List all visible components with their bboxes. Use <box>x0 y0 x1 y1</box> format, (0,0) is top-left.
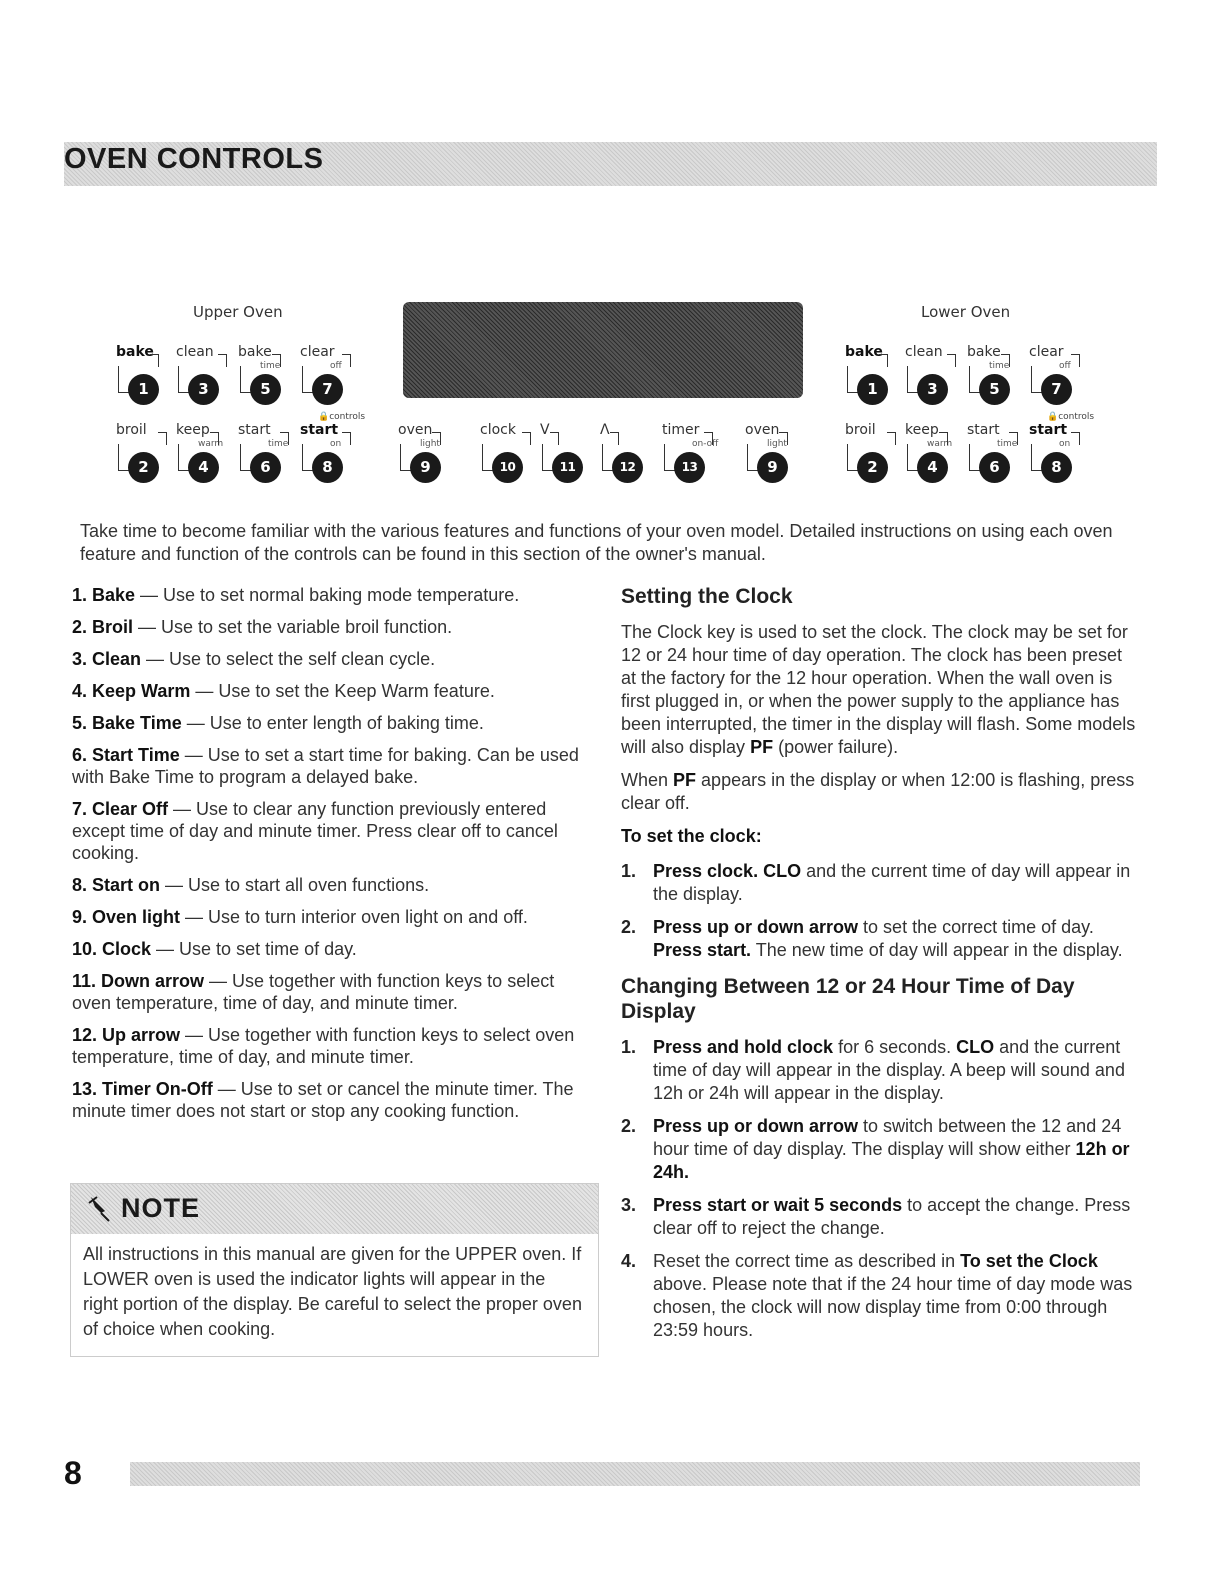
key-bracket <box>342 432 351 445</box>
key-label: Λ <box>600 422 610 438</box>
upper-oven-label: Upper Oven <box>193 303 283 321</box>
key-number-badge: 6 <box>979 452 1010 483</box>
key-bracket <box>210 432 219 445</box>
key-number-badge: 13 <box>674 452 705 483</box>
footer-bar <box>130 1462 1140 1486</box>
key-lower-clear-7[interactable] <box>1029 344 1089 404</box>
feature-item: 4. Keep Warm — Use to set the Keep Warm feature. <box>72 681 495 701</box>
key-bracket <box>1071 354 1080 367</box>
key-sublabel: on <box>330 439 342 449</box>
feature-item: 2. Broil — Use to set the variable broil function. <box>72 617 453 637</box>
key-label: bake <box>967 344 1001 360</box>
key-sublabel: time <box>268 439 289 449</box>
clock-heading: Setting the Clock <box>621 585 793 608</box>
feature-item: 9. Oven light — Use to turn interior oven light on and off. <box>72 907 528 927</box>
step-item: 2. Press up or down arrow to set the correct time of day. Press start. The new time of day will appear in the display. <box>621 917 1123 960</box>
key-sublabel: off <box>330 361 342 371</box>
key-center-5-9[interactable] <box>745 422 805 482</box>
key-number-badge: 9 <box>410 452 441 483</box>
key-label: clean <box>905 344 943 360</box>
key-sublabel: on-off <box>692 439 719 449</box>
key-bracket <box>1001 354 1010 367</box>
controls-lock-label: 🔒controls <box>318 412 366 422</box>
key-bracket <box>879 354 888 367</box>
key-label: clear <box>300 344 335 360</box>
key-sublabel: warm <box>198 439 224 449</box>
key-number-badge: 8 <box>312 452 343 483</box>
feature-item: 5. Bake Time — Use to enter length of baking time. <box>72 713 484 733</box>
key-label: keep <box>176 422 210 438</box>
key-number-badge: 6 <box>250 452 281 483</box>
key-bracket <box>432 432 441 445</box>
key-sublabel: on <box>1059 439 1071 449</box>
page-title: OVEN CONTROLS <box>64 143 324 175</box>
feature-item: 11. Down arrow — Use together with function keys to select oven temperature, time of day, and minute timer. <box>72 971 555 1013</box>
key-upper-broil-2[interactable] <box>116 422 176 482</box>
feature-item: 7. Clear Off — Use to clear any function previously entered except time of day and minute timer. Press clear off to cancel cooking. <box>72 799 558 863</box>
step-item: 1. Press clock. CLO and the current time of day will appear in the display. <box>621 861 1131 904</box>
key-label: clear <box>1029 344 1064 360</box>
feature-list <box>72 584 597 1132</box>
key-upper-start-8[interactable] <box>300 422 360 482</box>
key-number-badge: 3 <box>917 374 948 405</box>
clock-instructions <box>621 584 1141 1354</box>
key-sublabel: time <box>260 361 281 371</box>
key-number-badge: 12 <box>612 452 643 483</box>
key-label: broil <box>116 422 147 438</box>
key-number-badge: 10 <box>492 452 523 483</box>
feature-item: 10. Clock — Use to set time of day. <box>72 939 357 959</box>
clock-steps <box>621 860 1141 962</box>
mode-heading: Changing Between 12 or 24 Hour Time of Day Display <box>621 975 1075 1023</box>
step-item: 3. Press start or wait 5 seconds to accept the change. Press clear off to reject the change. <box>621 1195 1131 1238</box>
mode-steps <box>621 1036 1141 1342</box>
key-label: bake <box>845 344 883 360</box>
key-label: bake <box>238 344 272 360</box>
key-label: broil <box>845 422 876 438</box>
feature-item: 13. Timer On-Off — Use to set or cancel the minute timer. The minute timer does not start or stop any cooking function. <box>72 1079 574 1121</box>
step-item: 4. Reset the correct time as described in To set the Clock above. Please note that if the 24 hour time of day mode was chosen, the clock will now display time from 0:00 through 23:59 hours. <box>621 1251 1133 1340</box>
key-bracket <box>779 432 788 445</box>
key-label: start <box>967 422 1000 438</box>
key-label: start <box>238 422 271 438</box>
clock-paragraph: When PF appears in the display or when 12:00 is flashing, press clear off. <box>621 770 1135 813</box>
key-number-badge: 2 <box>128 452 159 483</box>
key-number-badge: 11 <box>552 452 583 483</box>
key-bracket <box>887 432 896 445</box>
key-bracket <box>280 432 289 445</box>
key-center-3-12[interactable] <box>600 422 660 482</box>
key-bracket <box>1009 432 1018 445</box>
key-bracket <box>218 354 227 367</box>
key-sublabel: time <box>989 361 1010 371</box>
feature-item: 12. Up arrow — Use together with function keys to select oven temperature, time of day, and minute timer. <box>72 1025 575 1067</box>
display-window <box>403 302 803 398</box>
key-lower-bake-1[interactable] <box>845 344 905 404</box>
key-sublabel: warm <box>927 439 953 449</box>
key-number-badge: 7 <box>312 374 343 405</box>
key-center-1-10[interactable] <box>480 422 540 482</box>
key-sublabel: light <box>420 439 440 449</box>
key-upper-clean-3[interactable] <box>176 344 236 404</box>
clock-subheading: To set the clock: <box>621 826 762 846</box>
key-number-badge: 8 <box>1041 452 1072 483</box>
key-label: bake <box>116 344 154 360</box>
key-number-badge: 4 <box>188 452 219 483</box>
feature-item: 6. Start Time — Use to set a start time for baking. Can be used with Bake Time to program a delayed bake. <box>72 745 579 787</box>
note-text: All instructions in this manual are given for the UPPER oven. If LOWER oven is used the indicator lights will appear in the right portion of the display. Be careful to select the proper oven of choice when cooking. <box>83 1244 582 1339</box>
key-bracket <box>522 432 531 445</box>
key-label: clock <box>480 422 516 438</box>
key-label: start <box>1029 422 1068 438</box>
key-lower-start-6[interactable] <box>967 422 1027 482</box>
key-bracket <box>150 354 159 367</box>
key-sublabel: off <box>1059 361 1071 371</box>
key-number-badge: 1 <box>128 374 159 405</box>
key-bracket <box>158 432 167 445</box>
key-upper-start-6[interactable] <box>238 422 298 482</box>
key-label: oven <box>398 422 433 438</box>
key-center-0-9[interactable] <box>398 422 458 482</box>
key-bracket <box>342 354 351 367</box>
key-sublabel: light <box>767 439 787 449</box>
intro-paragraph: Take time to become familiar with the various features and functions of your oven model. Detailed instructions on using each oven feature and function of the controls can be found in this section of the owner's manual. <box>80 521 1113 564</box>
key-bracket <box>610 432 619 445</box>
feature-item: 1. Bake — Use to set normal baking mode temperature. <box>72 585 520 605</box>
key-sublabel: time <box>997 439 1018 449</box>
note-title: NOTE <box>121 1193 201 1223</box>
feature-item: 3. Clean — Use to select the self clean cycle. <box>72 649 436 669</box>
note-box <box>70 1183 599 1357</box>
key-upper-keep-4[interactable] <box>176 422 236 482</box>
key-label: timer <box>662 422 700 438</box>
step-item: 2. Press up or down arrow to switch between the 12 and 24 hour time of day display. The display will show either 12h or 24h. <box>621 1116 1130 1182</box>
key-upper-clear-7[interactable] <box>300 344 360 404</box>
pushpin-icon <box>87 1195 113 1223</box>
key-label: keep <box>905 422 939 438</box>
key-center-4-13[interactable] <box>662 422 722 482</box>
key-lower-broil-2[interactable] <box>845 422 905 482</box>
key-label: start <box>300 422 339 438</box>
key-label: V <box>540 422 550 438</box>
key-number-badge: 4 <box>917 452 948 483</box>
key-number-badge: 1 <box>857 374 888 405</box>
controls-lock-label: 🔒controls <box>1047 412 1095 422</box>
key-label: oven <box>745 422 780 438</box>
key-number-badge: 3 <box>188 374 219 405</box>
key-number-badge: 9 <box>757 452 788 483</box>
key-center-2-11[interactable] <box>540 422 600 482</box>
lower-oven-label: Lower Oven <box>921 303 1011 321</box>
feature-item: 8. Start on — Use to start all oven functions. <box>72 875 430 895</box>
key-upper-bake-5[interactable] <box>238 344 298 404</box>
key-number-badge: 7 <box>1041 374 1072 405</box>
key-upper-bake-1[interactable] <box>116 344 176 404</box>
key-label: clean <box>176 344 214 360</box>
clock-paragraph: The Clock key is used to set the clock. The clock may be set for 12 or 24 hour time of day operation. The clock has been preset at the factory for the 12 hour operation. When the wall oven is first plugged in, or when the power supply to the appliance has been interrupted, the timer in the display will flash. Some models will also display PF (power failure). <box>621 622 1136 757</box>
key-bracket <box>939 432 948 445</box>
key-lower-start-8[interactable] <box>1029 422 1089 482</box>
key-bracket <box>1071 432 1080 445</box>
key-number-badge: 5 <box>979 374 1010 405</box>
key-number-badge: 5 <box>250 374 281 405</box>
key-bracket <box>550 432 559 445</box>
key-bracket <box>947 354 956 367</box>
key-lower-bake-5[interactable] <box>967 344 1027 404</box>
key-bracket <box>704 432 713 445</box>
step-item: 1. Press and hold clock for 6 seconds. CLO and the current time of day will appear in the display. A beep will sound and 12h or 24h will appear in the display. <box>621 1037 1125 1103</box>
key-lower-keep-4[interactable] <box>905 422 965 482</box>
key-bracket <box>272 354 281 367</box>
page-number: 8 <box>64 1455 82 1491</box>
key-number-badge: 2 <box>857 452 888 483</box>
key-lower-clean-3[interactable] <box>905 344 965 404</box>
